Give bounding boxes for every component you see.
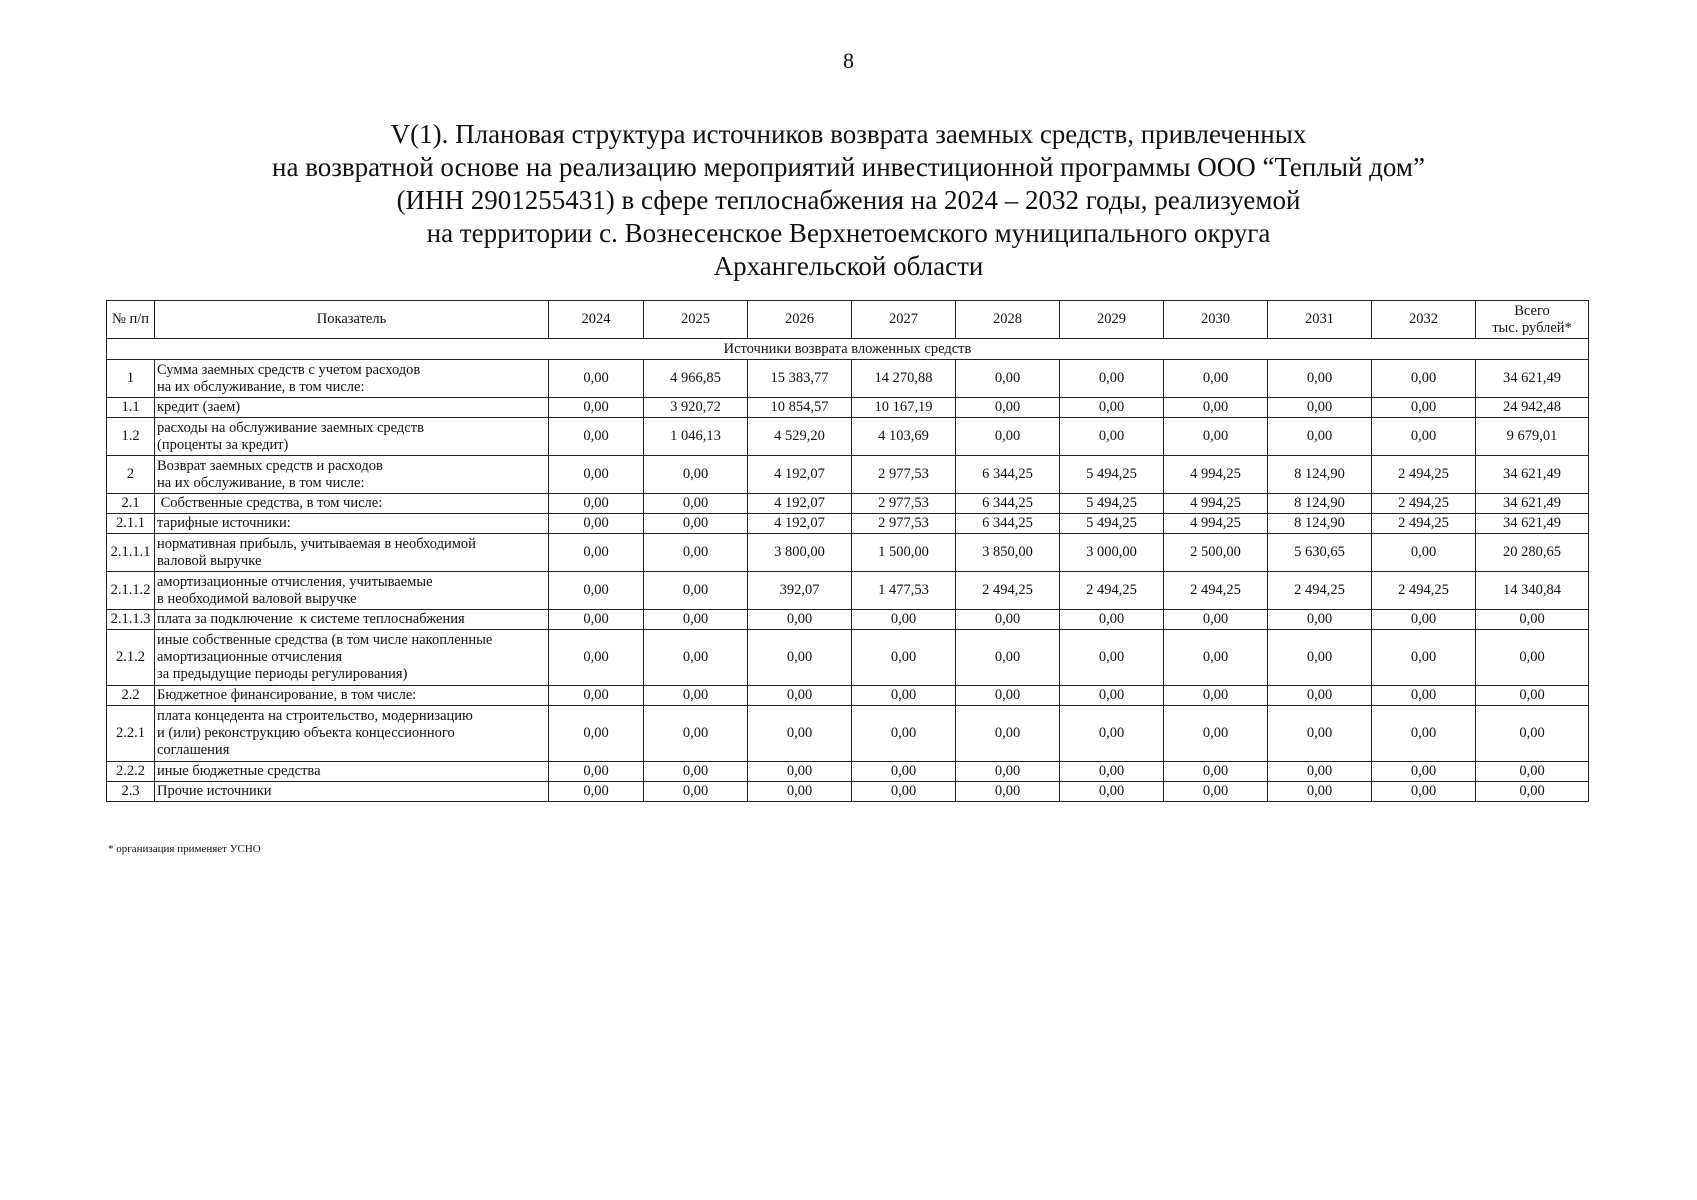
row-indicator <box>155 360 549 398</box>
year-value: 0,00 <box>1060 706 1164 762</box>
header-row <box>107 301 1589 339</box>
year-value: 0,00 <box>1268 418 1372 456</box>
year-value: 2 977,53 <box>852 494 956 514</box>
year-value: 10 167,19 <box>852 398 956 418</box>
row-total: 20 280,65 <box>1476 534 1589 572</box>
header-total <box>1476 301 1589 339</box>
year-value: 2 977,53 <box>852 456 956 494</box>
year-value: 0,00 <box>1164 418 1268 456</box>
year-value: 10 854,57 <box>748 398 852 418</box>
year-value: 0,00 <box>956 360 1060 398</box>
year-value: 0,00 <box>1372 762 1476 782</box>
row-indicator <box>155 494 549 514</box>
row-number: 2.1.1 <box>107 514 155 534</box>
row-indicator <box>155 514 549 534</box>
year-value: 0,00 <box>1372 534 1476 572</box>
year-value: 0,00 <box>549 534 644 572</box>
header-year: 2027 <box>852 301 956 339</box>
indicator-line: иные собственные средства (в том числе накопленные <box>157 632 493 648</box>
year-value: 0,00 <box>956 630 1060 686</box>
indicator-line: валовой выручке <box>157 552 262 569</box>
row-indicator <box>155 398 549 418</box>
indicator-line: за предыдущие периоды регулирования) <box>157 666 408 682</box>
table-row <box>107 782 1589 802</box>
year-value: 0,00 <box>644 494 748 514</box>
indicator-line: плата концедента на строительство, модернизацию <box>157 708 473 724</box>
year-value: 0,00 <box>956 706 1060 762</box>
year-value: 0,00 <box>549 398 644 418</box>
year-value: 0,00 <box>644 572 748 610</box>
row-indicator <box>155 610 549 630</box>
title-line: на возвратной основе на реализацию мероприятий инвестиционной программы ООО “Теплый дом” <box>272 152 1425 182</box>
table-row <box>107 706 1589 762</box>
year-value: 0,00 <box>644 534 748 572</box>
year-value: 8 124,90 <box>1268 494 1372 514</box>
row-number: 1.2 <box>107 418 155 456</box>
year-value: 0,00 <box>1268 610 1372 630</box>
table-row <box>107 534 1589 572</box>
header-total-line1: Всего <box>1514 302 1550 319</box>
year-value: 0,00 <box>1372 782 1476 802</box>
year-value: 0,00 <box>1372 398 1476 418</box>
header-year: 2032 <box>1372 301 1476 339</box>
year-value: 2 494,25 <box>1060 572 1164 610</box>
row-indicator <box>155 686 549 706</box>
table-row <box>107 610 1589 630</box>
year-value: 1 046,13 <box>644 418 748 456</box>
year-value: 0,00 <box>748 610 852 630</box>
indicator-line: Бюджетное финансирование, в том числе: <box>157 687 417 703</box>
year-value: 0,00 <box>748 630 852 686</box>
year-value: 0,00 <box>644 686 748 706</box>
indicator-line: плата за подключение к системе теплоснабжения <box>157 611 465 627</box>
year-value: 4 994,25 <box>1164 494 1268 514</box>
year-value: 0,00 <box>644 610 748 630</box>
year-value: 0,00 <box>1060 418 1164 456</box>
header-num: № п/п <box>107 301 155 339</box>
page-number: 8 <box>843 48 854 73</box>
year-value: 0,00 <box>1060 686 1164 706</box>
year-value: 5 494,25 <box>1060 456 1164 494</box>
table-row <box>107 630 1589 686</box>
header-year: 2024 <box>549 301 644 339</box>
indicator-line: Собственные средства, в том числе: <box>157 495 383 511</box>
year-value: 6 344,25 <box>956 494 1060 514</box>
indicator-line: Сумма заемных средств с учетом расходов <box>157 361 421 378</box>
year-value: 8 124,90 <box>1268 456 1372 494</box>
year-value: 0,00 <box>1268 782 1372 802</box>
row-total: 14 340,84 <box>1476 572 1589 610</box>
row-number: 1 <box>107 360 155 398</box>
year-value: 0,00 <box>1164 762 1268 782</box>
row-total: 9 679,01 <box>1476 418 1589 456</box>
section-title: Источники возврата вложенных средств <box>107 339 1589 360</box>
header-year: 2028 <box>956 301 1060 339</box>
year-value: 0,00 <box>748 686 852 706</box>
year-value: 0,00 <box>852 706 956 762</box>
year-value: 0,00 <box>1372 706 1476 762</box>
year-value: 0,00 <box>549 782 644 802</box>
year-value: 0,00 <box>1060 398 1164 418</box>
table-row <box>107 456 1589 494</box>
indicator-line: нормативная прибыль, учитываемая в необходимой <box>157 535 476 552</box>
year-value: 0,00 <box>1164 706 1268 762</box>
row-number: 2.1.2 <box>107 630 155 686</box>
indicator-line: и (или) реконструкцию объекта концессионного <box>157 725 455 741</box>
row-number: 2.2.2 <box>107 762 155 782</box>
table-row <box>107 418 1589 456</box>
year-value: 2 494,25 <box>1372 514 1476 534</box>
row-number: 2.1 <box>107 494 155 514</box>
year-value: 0,00 <box>549 686 644 706</box>
year-value: 4 192,07 <box>748 494 852 514</box>
year-value: 0,00 <box>1268 630 1372 686</box>
table-row <box>107 494 1589 514</box>
header-total-line2: тыс. рублей* <box>1492 319 1572 336</box>
year-value: 2 494,25 <box>1372 572 1476 610</box>
year-value: 0,00 <box>748 762 852 782</box>
indicator-line: иные бюджетные средства <box>157 763 321 779</box>
year-value: 6 344,25 <box>956 514 1060 534</box>
year-value: 0,00 <box>956 418 1060 456</box>
year-value: 0,00 <box>1060 782 1164 802</box>
year-value: 0,00 <box>644 514 748 534</box>
year-value: 3 920,72 <box>644 398 748 418</box>
row-number: 2.1.1.3 <box>107 610 155 630</box>
year-value: 0,00 <box>1164 686 1268 706</box>
year-value: 2 500,00 <box>1164 534 1268 572</box>
indicator-line: тарифные источники: <box>157 515 291 531</box>
year-value: 0,00 <box>1372 610 1476 630</box>
year-value: 0,00 <box>1164 398 1268 418</box>
year-value: 0,00 <box>956 762 1060 782</box>
year-value: 4 994,25 <box>1164 456 1268 494</box>
indicator-line: Возврат заемных средств и расходов <box>157 457 383 474</box>
year-value: 0,00 <box>644 762 748 782</box>
table-row <box>107 398 1589 418</box>
table-row <box>107 360 1589 398</box>
year-value: 0,00 <box>748 782 852 802</box>
year-value: 0,00 <box>1164 610 1268 630</box>
row-indicator <box>155 630 549 686</box>
row-indicator <box>155 456 549 494</box>
table-row <box>107 762 1589 782</box>
row-indicator <box>155 782 549 802</box>
year-value: 392,07 <box>748 572 852 610</box>
year-value: 0,00 <box>1164 630 1268 686</box>
row-total: 0,00 <box>1476 706 1589 762</box>
year-value: 14 270,88 <box>852 360 956 398</box>
year-value: 4 994,25 <box>1164 514 1268 534</box>
year-value: 0,00 <box>956 686 1060 706</box>
year-value: 0,00 <box>1164 360 1268 398</box>
year-value: 0,00 <box>549 572 644 610</box>
header-year: 2026 <box>748 301 852 339</box>
year-value: 0,00 <box>644 630 748 686</box>
indicator-line: на их обслуживание, в том числе: <box>157 474 365 491</box>
year-value: 0,00 <box>549 630 644 686</box>
row-total: 0,00 <box>1476 762 1589 782</box>
indicator-line: в необходимой валовой выручке <box>157 590 357 607</box>
document-title <box>0 118 1697 283</box>
year-value: 2 494,25 <box>956 572 1060 610</box>
indicator-line: расходы на обслуживание заемных средств <box>157 419 424 436</box>
year-value: 0,00 <box>852 782 956 802</box>
year-value: 1 500,00 <box>852 534 956 572</box>
footnote: * организация применяет УСНО <box>108 843 261 855</box>
year-value: 0,00 <box>956 782 1060 802</box>
row-number: 2.1.1.1 <box>107 534 155 572</box>
row-indicator <box>155 706 549 762</box>
header-year: 2031 <box>1268 301 1372 339</box>
year-value: 0,00 <box>852 610 956 630</box>
year-value: 0,00 <box>1268 762 1372 782</box>
year-value: 6 344,25 <box>956 456 1060 494</box>
year-value: 0,00 <box>852 686 956 706</box>
indicator-line: Прочие источники <box>157 783 272 799</box>
title-line: V(1). Плановая структура источников возврата заемных средств, привлеченных <box>390 119 1307 149</box>
year-value: 0,00 <box>1164 782 1268 802</box>
year-value: 0,00 <box>644 782 748 802</box>
row-number: 2.2 <box>107 686 155 706</box>
year-value: 2 494,25 <box>1164 572 1268 610</box>
year-value: 5 630,65 <box>1268 534 1372 572</box>
year-value: 0,00 <box>644 456 748 494</box>
year-value: 0,00 <box>1060 360 1164 398</box>
row-total: 34 621,49 <box>1476 456 1589 494</box>
year-value: 0,00 <box>549 418 644 456</box>
header-year: 2029 <box>1060 301 1164 339</box>
year-value: 0,00 <box>1060 630 1164 686</box>
row-number: 2 <box>107 456 155 494</box>
row-indicator <box>155 418 549 456</box>
year-value: 4 529,20 <box>748 418 852 456</box>
indicator-line: кредит (заем) <box>157 399 241 415</box>
year-value: 0,00 <box>549 706 644 762</box>
year-value: 0,00 <box>1372 418 1476 456</box>
year-value: 0,00 <box>1060 762 1164 782</box>
indicator-line: амортизационные отчисления <box>157 649 343 665</box>
header-indicator: Показатель <box>155 301 549 339</box>
row-total: 0,00 <box>1476 782 1589 802</box>
year-value: 0,00 <box>1268 398 1372 418</box>
row-total: 0,00 <box>1476 686 1589 706</box>
year-value: 5 494,25 <box>1060 514 1164 534</box>
year-value: 0,00 <box>1268 706 1372 762</box>
year-value: 0,00 <box>549 360 644 398</box>
row-total: 34 621,49 <box>1476 494 1589 514</box>
indicator-line: (проценты за кредит) <box>157 436 289 453</box>
table-row <box>107 686 1589 706</box>
row-indicator <box>155 762 549 782</box>
year-value: 4 192,07 <box>748 514 852 534</box>
year-value: 0,00 <box>1268 360 1372 398</box>
row-total: 34 621,49 <box>1476 360 1589 398</box>
year-value: 0,00 <box>1372 360 1476 398</box>
year-value: 2 977,53 <box>852 514 956 534</box>
year-value: 2 494,25 <box>1372 456 1476 494</box>
row-number: 2.2.1 <box>107 706 155 762</box>
year-value: 3 000,00 <box>1060 534 1164 572</box>
title-line: Архангельской области <box>713 251 984 281</box>
indicator-line: на их обслуживание, в том числе: <box>157 378 365 395</box>
indicator-line: амортизационные отчисления, учитываемые <box>157 573 433 590</box>
header-year: 2030 <box>1164 301 1268 339</box>
year-value: 2 494,25 <box>1372 494 1476 514</box>
year-value: 0,00 <box>852 630 956 686</box>
row-number: 2.1.1.2 <box>107 572 155 610</box>
row-total: 34 621,49 <box>1476 514 1589 534</box>
year-value: 5 494,25 <box>1060 494 1164 514</box>
row-total: 24 942,48 <box>1476 398 1589 418</box>
year-value: 0,00 <box>549 494 644 514</box>
year-value: 0,00 <box>549 514 644 534</box>
year-value: 0,00 <box>852 762 956 782</box>
year-value: 0,00 <box>956 610 1060 630</box>
row-number: 2.3 <box>107 782 155 802</box>
row-total: 0,00 <box>1476 630 1589 686</box>
year-value: 0,00 <box>1268 686 1372 706</box>
row-number: 1.1 <box>107 398 155 418</box>
year-value: 0,00 <box>1060 610 1164 630</box>
year-value: 0,00 <box>549 610 644 630</box>
year-value: 0,00 <box>956 398 1060 418</box>
year-value: 4 192,07 <box>748 456 852 494</box>
year-value: 2 494,25 <box>1268 572 1372 610</box>
year-value: 0,00 <box>549 762 644 782</box>
year-value: 0,00 <box>1372 686 1476 706</box>
year-value: 0,00 <box>644 706 748 762</box>
year-value: 3 800,00 <box>748 534 852 572</box>
year-value: 4 103,69 <box>852 418 956 456</box>
title-line: (ИНН 2901255431) в сфере теплоснабжения на 2024 – 2032 годы, реализуемой <box>396 185 1301 215</box>
year-value: 1 477,53 <box>852 572 956 610</box>
year-value: 15 383,77 <box>748 360 852 398</box>
row-total: 0,00 <box>1476 610 1589 630</box>
row-indicator <box>155 572 549 610</box>
year-value: 0,00 <box>549 456 644 494</box>
year-value: 4 966,85 <box>644 360 748 398</box>
header-year: 2025 <box>644 301 748 339</box>
table-row <box>107 514 1589 534</box>
year-value: 0,00 <box>748 706 852 762</box>
section-row <box>107 339 1589 360</box>
title-line: на территории с. Вознесенское Верхнетоемского муниципального округа <box>426 218 1271 248</box>
sources-table <box>106 300 1589 802</box>
table-row <box>107 572 1589 610</box>
row-indicator <box>155 534 549 572</box>
indicator-line: соглашения <box>157 742 230 758</box>
year-value: 3 850,00 <box>956 534 1060 572</box>
year-value: 8 124,90 <box>1268 514 1372 534</box>
year-value: 0,00 <box>1372 630 1476 686</box>
